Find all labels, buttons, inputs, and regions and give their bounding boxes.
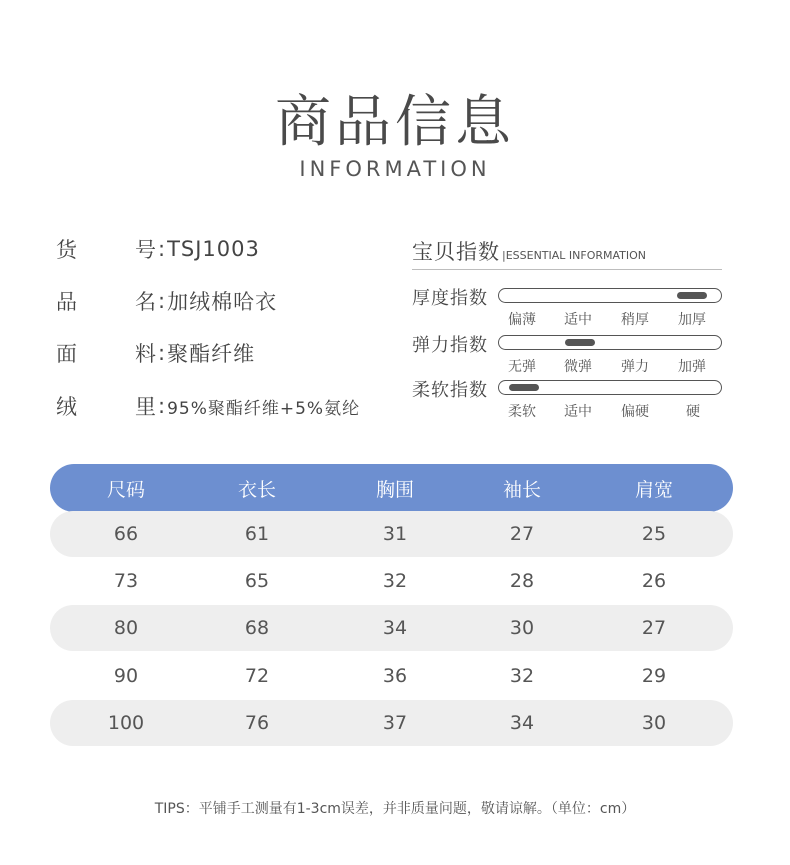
page-title: 商品信息 <box>275 90 515 155</box>
attribute-label: 绒 里 <box>56 395 156 419</box>
index-level: 柔软 <box>508 404 536 420</box>
index-label: 厚度指数 <box>412 288 488 309</box>
index-level: 加厚 <box>678 312 706 328</box>
index-level: 无弹 <box>508 359 536 375</box>
column-header: 衣长 <box>237 478 276 501</box>
table-row <box>50 700 733 746</box>
column-header: 尺码 <box>106 478 145 501</box>
index-track <box>498 288 722 303</box>
table-cell: 100 <box>107 712 145 734</box>
table-cell: 28 <box>509 570 535 592</box>
index-level: 适中 <box>564 404 592 420</box>
table-cell: 36 <box>382 665 408 687</box>
index-level: 加弹 <box>678 359 706 375</box>
table-cell: 37 <box>382 712 408 734</box>
attribute-colon: : <box>158 341 166 365</box>
index-track <box>498 335 722 350</box>
index-label: 弹力指数 <box>412 335 488 356</box>
index-indicator <box>677 292 707 299</box>
table-cell: 34 <box>509 712 535 734</box>
table-cell: 65 <box>244 570 270 592</box>
page-subtitle: INFORMATION <box>299 157 491 181</box>
column-header: 胸围 <box>375 478 414 501</box>
table-cell: 30 <box>509 617 535 639</box>
table-cell: 90 <box>113 665 139 687</box>
attribute-value: 聚酯纤维 <box>167 342 256 366</box>
table-cell: 68 <box>244 617 270 639</box>
table-row <box>50 605 733 651</box>
table-row <box>50 511 733 557</box>
index-panel-title: 宝贝指数 <box>412 240 500 264</box>
table-cell: 29 <box>641 665 667 687</box>
attribute-row-name <box>56 286 277 316</box>
table-row <box>50 653 733 699</box>
table-cell: 76 <box>244 712 270 734</box>
table-cell: 32 <box>382 570 408 592</box>
index-panel-divider <box>412 269 722 270</box>
attribute-label: 货 号 <box>56 238 156 262</box>
index-level: 适中 <box>564 312 592 328</box>
index-level: 硬 <box>686 404 700 420</box>
attribute-colon: : <box>158 289 166 313</box>
index-indicator <box>565 339 595 346</box>
column-header: 肩宽 <box>634 478 673 501</box>
table-cell: 31 <box>382 523 408 545</box>
table-cell: 32 <box>509 665 535 687</box>
index-label: 柔软指数 <box>412 380 488 401</box>
index-level: 微弹 <box>564 359 592 375</box>
table-cell: 72 <box>244 665 270 687</box>
table-cell: 34 <box>382 617 408 639</box>
index-level: 偏薄 <box>508 312 536 328</box>
column-header: 袖长 <box>502 478 541 501</box>
table-cell: 26 <box>641 570 667 592</box>
size-table <box>50 464 733 734</box>
table-cell: 73 <box>113 570 139 592</box>
index-level: 偏硬 <box>621 404 649 420</box>
attribute-value: 加绒棉哈衣 <box>167 290 278 314</box>
table-cell: 66 <box>113 523 139 545</box>
table-cell: 61 <box>244 523 270 545</box>
index-panel-header <box>412 236 646 266</box>
attribute-label: 品 名 <box>56 290 156 314</box>
attribute-row-sku <box>56 234 260 264</box>
table-cell: 25 <box>641 523 667 545</box>
attribute-colon: : <box>158 237 166 261</box>
table-cell: 27 <box>509 523 535 545</box>
attribute-value: TSJ1003 <box>167 237 260 261</box>
index-track <box>498 380 722 395</box>
index-panel-subtitle: |ESSENTIAL INFORMATION <box>502 249 647 262</box>
attribute-label: 面 料 <box>56 342 156 366</box>
attribute-row-fabric <box>56 338 255 368</box>
attribute-row-lining <box>56 391 360 421</box>
index-indicator <box>509 384 539 391</box>
index-level: 稍厚 <box>621 312 649 328</box>
table-row <box>50 558 733 604</box>
index-level: 弹力 <box>621 359 649 375</box>
size-table-header <box>50 464 733 512</box>
attribute-colon: : <box>158 394 166 418</box>
attribute-value: 95%聚酯纤维+5%氨纶 <box>167 398 361 419</box>
table-cell: 80 <box>113 617 139 639</box>
tips-note: TIPS：平铺手工测量有1-3cm误差，并非质量问题，敬请谅解。（单位：cm） <box>154 801 636 817</box>
table-cell: 30 <box>641 712 667 734</box>
table-cell: 27 <box>641 617 667 639</box>
